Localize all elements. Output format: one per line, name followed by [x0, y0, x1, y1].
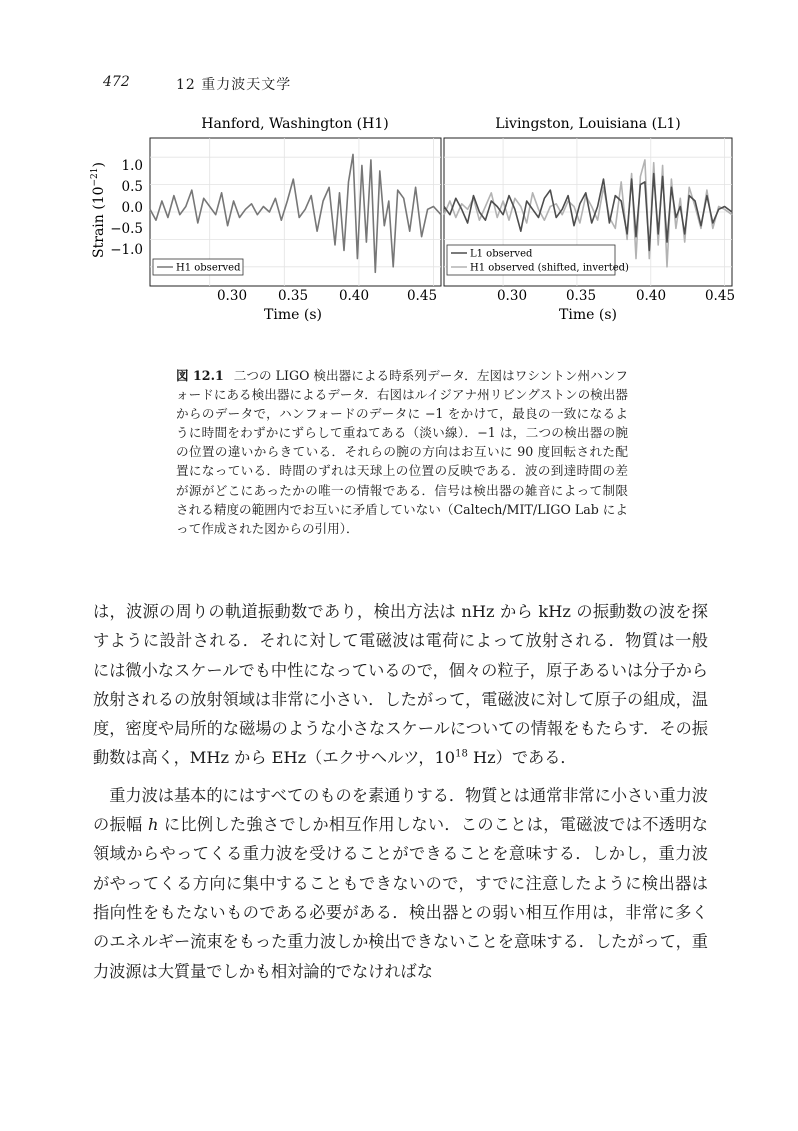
left-panel [110, 116, 441, 323]
body-text [93, 597, 708, 986]
paragraph [93, 597, 708, 773]
figure-12-1 [86, 108, 746, 334]
left-series [150, 154, 441, 272]
ytick-label: −0.5 [110, 221, 143, 237]
xtick-label: 0.35 [277, 288, 309, 304]
xtick-label: 0.30 [216, 288, 248, 304]
figure-label: 図 12.1 [176, 368, 224, 383]
xtick-label: 0.45 [704, 288, 736, 304]
left-x-axis-label: Time (s) [264, 307, 322, 323]
paragraph-text: は，波源の周りの軌道振動数であり，検出方法は nHz から kHz の振動数の波を探すように設計される．それに対して電磁波は電荷によって放射される．物質は一般には微小なスケールでも中性になっているので，個々の粒子，原子あるいは分子から放射されるの放射領域は非常に小さい．したがって，電磁波に対して原子の組成，温度，密度や局所的な磁場のような小さなスケールについての情報をもたらす．その振動数は高く，MHz から EHz（エクサヘルツ，10 [93, 602, 708, 768]
left-ytick-labels [110, 158, 143, 258]
ytick-label: 1.0 [121, 158, 143, 174]
xtick-label: 0.35 [565, 288, 597, 304]
superscript: 18 [455, 749, 468, 761]
xtick-label: 0.40 [635, 288, 667, 304]
y-axis-label [90, 162, 107, 258]
left-legend [153, 259, 243, 275]
paragraph-text: Hz）である． [467, 748, 577, 768]
paragraph-text: に比例した強さでしか相互作用しない．このことは，電磁波では不透明な領域からやってくる重力波を受けることができることを意味する．しかし，重力波がやってくる方向に集中することもできないので，すでに注意したように検出器は指向性をもたないものである必要がある．検出器との弱い相互作用は，非常に多くのエネルギー流束をもった重力波しか検出できないことを意味する．したがって，重力波源は大質量でしかも相対論的でなければな [93, 815, 708, 981]
legend-entry-h1-shifted: H1 observed (shifted, inverted) [470, 262, 629, 274]
figure-caption-text: 二つの LIGO 検出器による時系列データ．左図はワシントン州ハンフォードにある検出器によるデータ．右図はルイジアナ州リビングストンの検出器からのデータで，ハンフォードのデータに −1 をかけて，最良の一致になるように時間をわずかにずらして重ねてある（淡い線）．−1 は，二つの検出器の腕の位置の違いからきている．それらの腕の方向はお互いに 90 度回転された配置になっている．時間のずれは天球上の位置の反映である．波の到達時間の差が源がどこにあったかの唯一の情報である．信号は検出器の雑音によって制限される精度の範囲内でお互いに矛盾していない（Caltech/MIT/LIGO Lab によって作成された図からの引用）． [176, 368, 628, 536]
right-panel [444, 116, 735, 323]
paragraph-text: 重力波は基本的にはすべてのものを素通りする．物質とは通常非常に小さい重力波の振幅 [93, 785, 708, 835]
figure-caption [176, 366, 628, 538]
right-chart-title: Livingston, Louisiana (L1) [495, 116, 681, 132]
ytick-label: 0.5 [121, 179, 143, 195]
xtick-label: 0.45 [406, 288, 438, 304]
running-header [103, 74, 292, 93]
xtick-label: 0.30 [496, 288, 528, 304]
left-series-line [150, 154, 441, 272]
right-xtick-labels [497, 288, 735, 304]
right-x-axis-label: Time (s) [559, 307, 617, 323]
ytick-label: −1.0 [110, 242, 143, 258]
y-axis-label-text: Strain (10 [91, 186, 107, 258]
ytick-label: 0.0 [121, 200, 143, 216]
page-number: 472 [103, 74, 130, 90]
right-legend [447, 245, 629, 275]
left-xtick-labels [217, 288, 437, 304]
paragraph [93, 781, 708, 986]
y-axis-label-close: ) [91, 162, 107, 168]
legend-entry-h1: H1 observed [176, 262, 241, 274]
chapter-title: 12 重力波天文学 [176, 77, 292, 93]
y-axis-label-exp: −21 [90, 167, 100, 187]
variable-h: h [147, 815, 159, 835]
xtick-label: 0.40 [338, 288, 370, 304]
legend-entry-l1: L1 observed [470, 248, 533, 260]
strain-charts [86, 108, 746, 330]
left-chart-title: Hanford, Washington (H1) [201, 116, 389, 132]
